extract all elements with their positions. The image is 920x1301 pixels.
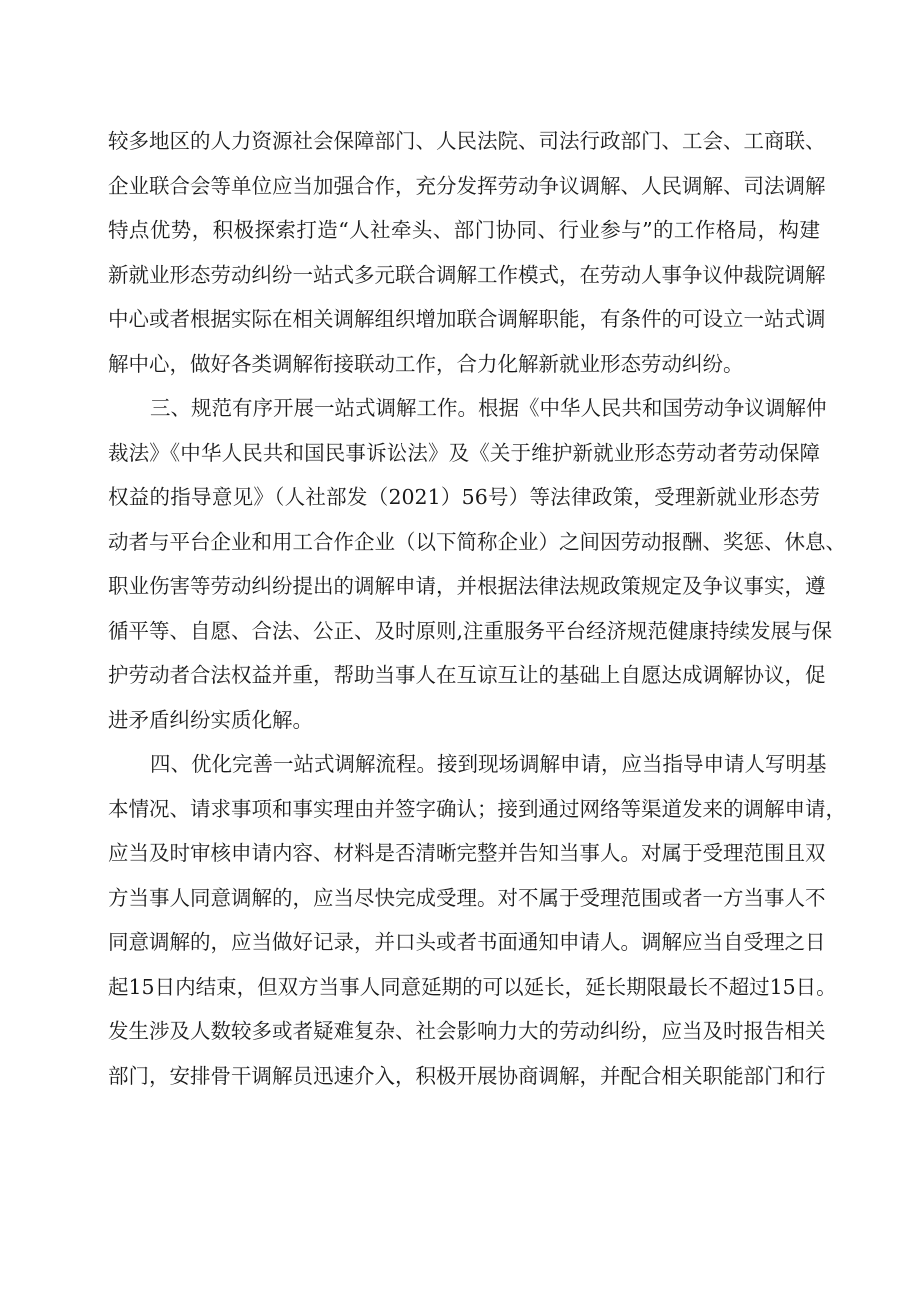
text-line: 较多地区的人力资源社会保障部门、人民法院、司法行政部门、工会、工商联、: [108, 129, 826, 153]
text-line: 新就业形态劳动纠纷一站式多元联合调解工作模式，在劳动人事争议仲裁院调解: [108, 262, 826, 287]
text-line: 裁法》《中华人民共和国民事诉讼法》及《关于维护新就业形态劳动者劳动保障: [108, 440, 820, 465]
text-line: 解中心，做好各类调解衔接联动工作，合力化解新就业形态劳动纠纷。: [108, 351, 744, 376]
text-line: 特点优势，积极探索打造“人社牵头、部门协同、行业参与”的工作格局，构建: [108, 218, 820, 242]
text-line: 发生涉及人数较多或者疑难复杂、社会影响力大的劳动纠纷，应当及时报告相关: [108, 1019, 826, 1043]
text-line: 中心或者根据实际在相关调解组织增加联合调解职能，有条件的可设立一站式调: [108, 307, 826, 331]
text-line: 权益的指导意见》（人社部发（2021）56号）等法律政策，受理新就业形态劳: [108, 485, 820, 509]
text-line: 进矛盾纠纷实质化解。: [108, 707, 313, 732]
text-line: 职业伤害等劳动纠纷提出的调解申请，并根据法律法规政策规定及争议事实，遵: [108, 574, 826, 598]
text-line: 同意调解的，应当做好记录，并口头或者书面通知申请人。调解应当自受理之日: [108, 930, 826, 954]
paragraph-3: [108, 742, 846, 1098]
text-line: 循平等、自愿、合法、公正、及时原则,注重服务平台经济规范健康持续发展与保: [108, 618, 833, 643]
text-line: 起15日内结束，但双方当事人同意延期的可以延长，延长期限最长不超过15日。: [108, 974, 837, 999]
paragraph-2: [108, 386, 846, 742]
text-line: 四、优化完善一站式调解流程。接到现场调解申请，应当指导申请人写明基: [150, 752, 827, 776]
text-line: 动者与平台企业和用工合作企业（以下简称企业）之间因劳动报酬、奖惩、休息、: [108, 529, 846, 554]
paragraph-1: [108, 119, 826, 386]
text-line: 应当及时审核申请内容、材料是否清晰完整并告知当事人。对属于受理范围且双: [108, 841, 826, 865]
text-line: 方当事人同意调解的，应当尽快完成受理。对不属于受理范围或者一方当事人不: [108, 885, 826, 910]
text-line: 三、规范有序开展一站式调解工作。根据《中华人民共和国劳动争议调解仲: [150, 396, 827, 420]
document-body: [108, 119, 846, 1098]
text-line: 护劳动者合法权益并重，帮助当事人在互谅互让的基础上自愿达成调解协议，促: [108, 663, 826, 687]
text-line: 企业联合会等单位应当加强合作，充分发挥劳动争议调解、人民调解、司法调解: [108, 173, 826, 198]
text-line: 部门，安排骨干调解员迅速介入，积极开展协商调解，并配合相关职能部门和行: [108, 1063, 826, 1088]
text-line: 本情况、请求事项和事实理由并签字确认；接到通过网络等渠道发来的调解申请，: [108, 796, 846, 821]
